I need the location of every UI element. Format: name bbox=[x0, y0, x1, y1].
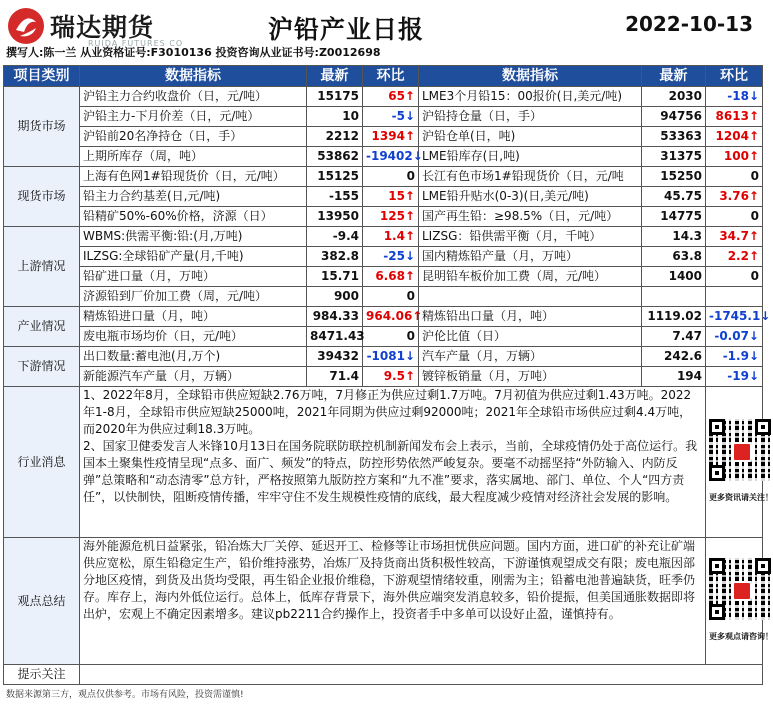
indicator-value: 53862 bbox=[307, 147, 363, 167]
indicator-name: ILZSG:全球铅矿产量(月,千吨) bbox=[80, 247, 307, 267]
view-text: 海外能源危机日益紧张，铅冶炼大厂关停、延迟开工、检修等让市场担忧供应问题。国内方面，进口矿的补充让矿端供应宽松，原生铅稳定生产，铅价维持涨势，冶炼厂及持货商出货积极性较高，下游谨慎观望成交有限；废电瓶因部分地区疫情，到货及出货均受限，再生铅企业报价维稳，下游观望情绪较重，刚需为主；铅蓄电池普遍缺货，旺季仍存。库存上，海内外低位运行。总体上，低库存背景下，海外供应端突发消息较多，铅价提振，但美国通胀数据即将出炉，宏观上不确定因素增多。建议pb2211合约操作上，投资者手中多单可以设好止盈，谨慎持有。 bbox=[80, 538, 706, 665]
indicator-name: 精炼铅进口量（月，吨） bbox=[80, 307, 307, 327]
brand-name: 瑞达期货 bbox=[50, 13, 155, 42]
section-spot: 现货市场 bbox=[4, 167, 80, 227]
indicator-change: 2.2↑ bbox=[706, 247, 763, 267]
indicator-name: 出口数量:蓄电池(月,万个) bbox=[80, 347, 307, 367]
indicator-value: 2212 bbox=[307, 127, 363, 147]
indicator-value: 71.4 bbox=[307, 367, 363, 387]
section-downstream: 下游情况 bbox=[4, 347, 80, 387]
qr-block-2 bbox=[706, 538, 773, 665]
indicator-value: 14775 bbox=[642, 207, 706, 227]
indicator-name: 沪铅仓单(日，吨) bbox=[419, 127, 642, 147]
indicator-change: -25↓ bbox=[363, 247, 419, 267]
indicator-change: 34.7↑ bbox=[706, 227, 763, 247]
indicator-name: 汽车产量（月，万辆） bbox=[419, 347, 642, 367]
qr-code-icon bbox=[709, 558, 771, 620]
table-row bbox=[4, 187, 763, 207]
indicator-value: 242.6 bbox=[642, 347, 706, 367]
ruida-logo-icon bbox=[6, 6, 46, 46]
indicator-value: 2030 bbox=[642, 87, 706, 107]
indicator-name: 沪铅前20名净持仓（日，手） bbox=[80, 127, 307, 147]
col-indicator-2: 数据指标 bbox=[419, 66, 642, 87]
col-category: 项目类别 bbox=[4, 66, 80, 87]
indicator-change: 125↑ bbox=[363, 207, 419, 227]
table-row bbox=[4, 247, 763, 267]
indicator-value: 194 bbox=[642, 367, 706, 387]
indicator-change: 65↑ bbox=[363, 87, 419, 107]
indicator-name: 镀锌板销量（月，万吨） bbox=[419, 367, 642, 387]
indicator-value: 15175 bbox=[307, 87, 363, 107]
indicator-change: 1.4↑ bbox=[363, 227, 419, 247]
indicator-value: 53363 bbox=[642, 127, 706, 147]
indicator-value: 382.8 bbox=[307, 247, 363, 267]
indicator-change: -1081↓ bbox=[363, 347, 419, 367]
news-row bbox=[4, 387, 763, 538]
indicator-change: -1745.1↓ bbox=[706, 307, 763, 327]
indicator-change: -18↓ bbox=[706, 87, 763, 107]
indicator-change: 1204↑ bbox=[706, 127, 763, 147]
indicator-change: 0 bbox=[363, 167, 419, 187]
indicator-change: 1394↑ bbox=[363, 127, 419, 147]
section-view: 观点总结 bbox=[4, 538, 80, 665]
indicator-value: 8471.43 bbox=[307, 327, 363, 347]
indicator-value: -9.4 bbox=[307, 227, 363, 247]
indicator-value: 984.33 bbox=[307, 307, 363, 327]
report-header bbox=[0, 0, 765, 62]
table-row bbox=[4, 267, 763, 287]
report-date: 2022-10-13 bbox=[625, 12, 753, 36]
indicator-name: WBMS:供需平衡:铅:(月,万吨) bbox=[80, 227, 307, 247]
indicator-name: LME3个月铅15：00报价(日,美元/吨) bbox=[419, 87, 642, 107]
indicator-value: 63.8 bbox=[642, 247, 706, 267]
empty-cell bbox=[706, 287, 763, 307]
table-row bbox=[4, 147, 763, 167]
indicator-name: 沪伦比值（日） bbox=[419, 327, 642, 347]
indicator-name: 济源铅到厂价加工费（周，元/吨） bbox=[80, 287, 307, 307]
table-row bbox=[4, 347, 763, 367]
indicator-change: -5↓ bbox=[363, 107, 419, 127]
disclaimer: 数据来源第三方，观点仅供参考。市场有风险，投资需谨慎! bbox=[6, 690, 244, 700]
indicator-name: LIZSG：铅供需平衡（月，千吨） bbox=[419, 227, 642, 247]
indicator-name: 沪铅持仓量（日，手） bbox=[419, 107, 642, 127]
indicator-name: 废电瓶市场均价（日，元/吨） bbox=[80, 327, 307, 347]
indicator-name: 长江有色市场1#铅现货价（日，元/吨 bbox=[419, 167, 642, 187]
indicator-value: 1400 bbox=[642, 267, 706, 287]
indicator-change: 964.06↑ bbox=[363, 307, 419, 327]
indicator-change: 100↑ bbox=[706, 147, 763, 167]
section-upstream: 上游情况 bbox=[4, 227, 80, 307]
indicator-value: 39432 bbox=[307, 347, 363, 367]
indicator-value: 94756 bbox=[642, 107, 706, 127]
indicator-value: 14.3 bbox=[642, 227, 706, 247]
news-text: 1、2022年8月，全球铅市供应短缺2.76万吨，7月修正为供应过剩1.7万吨。7月初值为供应过剩1.43万吨。2022年1-8月，全球铅市供应短缺25000吨，2021年同期为供应过剩92000吨；2021年全球铅市场供应过剩4.4万吨，而2020年为供应过剩18.3万吨。 2、国家卫健委发言人米锋10月13日在国务院联防联控机制新闻发布会上表示，当前，全球疫情仍处于高位运行。我国本土聚集性疫情呈现“点多、面广、频发”的特点，防控形势依然严峻复杂。要毫不动摇坚持“外防输入、内防反弹”总策略和“动态清零”总方针，严格按照第九版防控方案和“九不准”要求，落实属地、部门、单位、个人“四方责任”，以快制快，阻断疫情传播，牢牢守住不发生规模性疫情的底线，最大程度减少疫情对经济社会发展的影响。 bbox=[80, 387, 706, 538]
section-tips: 提示关注 bbox=[4, 665, 80, 685]
qr-caption: 更多观点请咨询！ bbox=[709, 631, 773, 641]
table-header-row bbox=[4, 66, 763, 87]
col-latest: 最新 bbox=[307, 66, 363, 87]
indicator-change: 8613↑ bbox=[706, 107, 763, 127]
qr-caption: 更多资讯请关注！ bbox=[709, 492, 773, 502]
indicator-change: 0 bbox=[363, 327, 419, 347]
indicator-name: 上海有色网1#铅现货价（日，元/吨） bbox=[80, 167, 307, 187]
indicator-value: -155 bbox=[307, 187, 363, 207]
author-line: 撰写人:陈一兰 从业资格证号:F3010136 投资咨询从业证书号:Z0012698 bbox=[6, 46, 381, 59]
indicator-name: 国内精炼铅产量（月，万吨） bbox=[419, 247, 642, 267]
indicator-change: 0 bbox=[706, 207, 763, 227]
table-row bbox=[4, 167, 763, 187]
indicator-change: -19402↓ bbox=[363, 147, 419, 167]
table-row bbox=[4, 327, 763, 347]
data-table bbox=[3, 65, 773, 685]
indicator-value: 7.47 bbox=[642, 327, 706, 347]
empty-cell bbox=[642, 287, 706, 307]
indicator-change: 0 bbox=[706, 167, 763, 187]
indicator-name: 沪铅主力合约收盘价（日，元/吨） bbox=[80, 87, 307, 107]
indicator-change: 9.5↑ bbox=[363, 367, 419, 387]
report-title: 沪铅产业日报 bbox=[268, 15, 425, 44]
tips-row bbox=[4, 665, 763, 685]
brand-english: RUIDA FUTURES CO bbox=[88, 39, 184, 48]
indicator-value: 31375 bbox=[642, 147, 706, 167]
empty-cell bbox=[419, 287, 642, 307]
qr-block-1 bbox=[706, 387, 773, 538]
table-row bbox=[4, 287, 763, 307]
indicator-change: -19↓ bbox=[706, 367, 763, 387]
indicator-change: 15↑ bbox=[363, 187, 419, 207]
indicator-change: 0 bbox=[706, 267, 763, 287]
col-change: 环比 bbox=[363, 66, 419, 87]
qr-code-icon bbox=[709, 419, 771, 481]
indicator-change: 3.76↑ bbox=[706, 187, 763, 207]
table-row bbox=[4, 87, 763, 107]
indicator-change: 6.68↑ bbox=[363, 267, 419, 287]
table-row bbox=[4, 127, 763, 147]
col-latest-2: 最新 bbox=[642, 66, 706, 87]
indicator-name: LME铅升贴水(0-3)(日,美元/吨) bbox=[419, 187, 642, 207]
indicator-value: 13950 bbox=[307, 207, 363, 227]
section-futures: 期货市场 bbox=[4, 87, 80, 167]
indicator-name: 铅主力合约基差(日,元/吨) bbox=[80, 187, 307, 207]
indicator-change: 0 bbox=[363, 287, 419, 307]
table-row bbox=[4, 207, 763, 227]
indicator-change: -1.9↓ bbox=[706, 347, 763, 367]
indicator-name: 新能源汽车产量（月，万辆） bbox=[80, 367, 307, 387]
indicator-name: LME铅库存(日,吨) bbox=[419, 147, 642, 167]
indicator-value: 15125 bbox=[307, 167, 363, 187]
indicator-value: 1119.02 bbox=[642, 307, 706, 327]
indicator-change: -0.07↓ bbox=[706, 327, 763, 347]
table-row bbox=[4, 227, 763, 247]
tips-content bbox=[80, 665, 763, 685]
section-news: 行业消息 bbox=[4, 387, 80, 538]
col-indicator: 数据指标 bbox=[80, 66, 307, 87]
indicator-value: 10 bbox=[307, 107, 363, 127]
indicator-name: 沪铅主力-下月价差（日，元/吨） bbox=[80, 107, 307, 127]
indicator-name: 昆明铅车板价加工费（周，元/吨） bbox=[419, 267, 642, 287]
indicator-value: 15.71 bbox=[307, 267, 363, 287]
indicator-value: 45.75 bbox=[642, 187, 706, 207]
section-industry: 产业情况 bbox=[4, 307, 80, 347]
indicator-name: 精炼铅出口量（月，吨） bbox=[419, 307, 642, 327]
indicator-value: 15250 bbox=[642, 167, 706, 187]
indicator-name: 铅矿进口量（月，万吨） bbox=[80, 267, 307, 287]
view-row bbox=[4, 538, 763, 665]
indicator-name: 国产再生铅：≥98.5%（日，元/吨） bbox=[419, 207, 642, 227]
indicator-value: 900 bbox=[307, 287, 363, 307]
col-change-2: 环比 bbox=[706, 66, 763, 87]
table-row bbox=[4, 107, 763, 127]
table-row bbox=[4, 367, 763, 387]
indicator-name: 上期所库存（周，吨） bbox=[80, 147, 307, 167]
table-row bbox=[4, 307, 763, 327]
indicator-name: 铅精矿50%-60%价格，济源（日） bbox=[80, 207, 307, 227]
